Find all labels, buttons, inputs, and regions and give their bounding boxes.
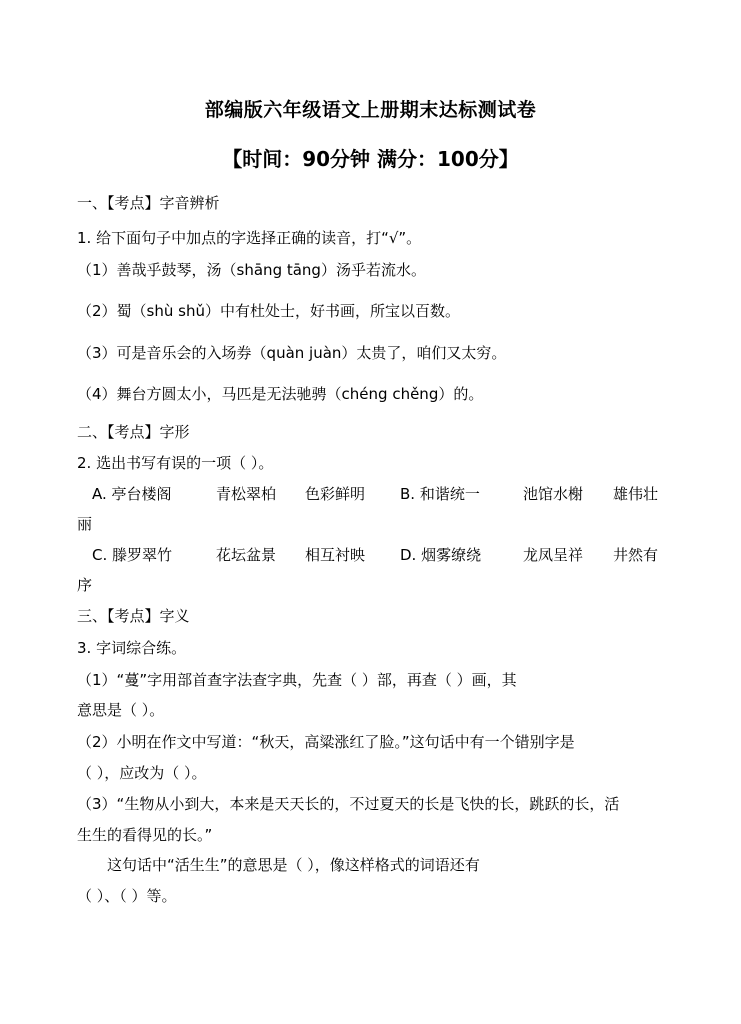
question-3-prompt: 3. 字词综合练。 [77, 639, 187, 657]
option-d-word-2: 龙凤呈祥 [523, 546, 584, 564]
question-3-part-2-line-2: （ ），应改为（ ）。 [77, 764, 207, 782]
question-2-prompt: 2. 选出书写有误的一项（ ）。 [77, 454, 274, 472]
option-c-word-1: C. 滕罗翠竹 [92, 546, 173, 564]
question-1-item-1: （1）善哉乎鼓琴，汤（shāng tāng）汤乎若流水。 [77, 261, 426, 279]
section-3-heading: 三、【考点】字义 [77, 607, 190, 625]
option-a-word-2: 青松翠柏 [216, 485, 277, 503]
option-d-word-1: D. 烟雾缭绕 [400, 546, 482, 564]
option-c-word-3: 相互衬映 [305, 546, 366, 564]
option-a-word-3: 色彩鲜明 [305, 485, 366, 503]
question-3-part-2-line-1: （2）小明在作文中写道：“秋天，高粱涨红了脸。”这句话中有一个错别字是 [77, 733, 575, 751]
question-3-part-1-line-2: 意思是（ ）。 [77, 701, 165, 719]
option-b-word-2: 池馆水榭 [523, 485, 584, 503]
option-b-word-3: 雄伟壮 [613, 485, 659, 503]
option-d-word-3-wrap: 序 [77, 576, 93, 594]
option-b-word-3-wrap: 丽 [77, 515, 93, 533]
question-3-part-3-line-4: （ ）、（ ）等。 [77, 887, 177, 905]
section-2-heading: 二、【考点】字形 [77, 423, 190, 441]
question-3-part-3-line-3: 这句话中“活生生”的意思是（ ），像这样格式的词语还有 [107, 856, 480, 874]
option-d-word-3: 井然有 [613, 546, 659, 564]
page-title: 部编版六年级语文上册期末达标测试卷 [204, 99, 537, 121]
section-1-heading: 一、【考点】字音辨析 [77, 194, 220, 212]
option-c-word-2: 花坛盆景 [216, 546, 277, 564]
question-1-item-4: （4）舞台方圆太小，马匹是无法驰骋（chéng chěng）的。 [77, 385, 484, 403]
question-1-item-3: （3）可是音乐会的入场券（quàn juàn）太贵了，咱们又太穷。 [77, 344, 507, 362]
question-1-prompt: 1. 给下面句子中加点的字选择正确的读音，打“√”。 [77, 229, 422, 247]
option-a-word-1: A. 亭台楼阁 [92, 485, 172, 503]
question-3-part-1-line-1: （1）“蔓”字用部首查字法查字典，先查（ ）部，再查（ ）画，其 [77, 671, 517, 689]
question-3-part-3-line-1: （3）“生物从小到大，本来是天天长的，不过夏天的长是飞快的长，跳跃的长，活 [77, 795, 620, 813]
exam-time-score: 【时间：90分钟 满分：100分】 [222, 147, 519, 171]
question-3-part-3-line-2: 生生的看得见的长。” [77, 826, 213, 844]
question-1-item-2: （2）蜀（shù shǔ）中有杜处士，好书画，所宝以百数。 [77, 302, 460, 320]
option-b-word-1: B. 和谐统一 [400, 485, 480, 503]
